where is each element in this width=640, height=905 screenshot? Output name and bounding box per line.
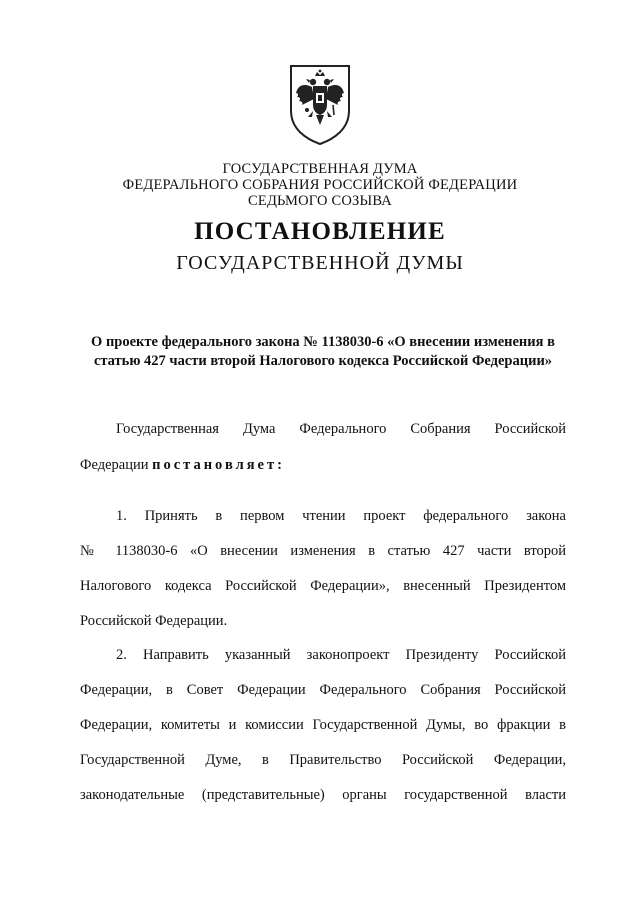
item-2-line-1: 2. Направить указанный законопроект Президенту Российской [116,647,566,663]
item-1-paragraph [80,508,566,638]
item-2-line-5: законодательные (представительные) органы государственной власти [80,787,566,803]
header-line-2: ФЕДЕРАЛЬНОГО СОБРАНИЯ РОССИЙСКОЙ ФЕДЕРАЦИИ [122,177,518,193]
item-1-line-3: Налогового кодекса Российской Федерации», внесенный Президентом [80,578,566,594]
preamble-verb: постановляет: [152,457,285,473]
item-2-line-3: Федерации, комитеты и комиссии Государственной Думы, во фракции в [80,717,566,733]
item-2-line-4: Государственной Думе, в Правительство Российской Федерации, [80,752,566,768]
document-title: ПОСТАНОВЛЕНИЕ [194,218,446,245]
preamble-paragraph [80,421,566,481]
coat-of-arms-icon [288,63,352,147]
preamble-prefix: Федерации [80,457,153,473]
preamble-line-2 [80,457,566,474]
item-1-line-2: № 1138030-6 «О внесении изменения в статью 427 части второй [80,543,566,559]
resolution-subject [78,333,568,371]
item-2-line-2: Федерации, в Совет Федерации Федерального Собрания Российской [80,682,566,698]
item-1-line-4: Российской Федерации. [80,613,228,629]
item-1-line-1: 1. Принять в первом чтении проект федерального закона [116,508,566,524]
header-line-3: СЕДЬМОГО СОЗЫВА [248,193,392,209]
document-subtitle: ГОСУДАРСТВЕННОЙ ДУМЫ [176,252,464,274]
item-2-paragraph [80,647,566,817]
header-line-1: ГОСУДАРСТВЕННАЯ ДУМА [222,161,418,177]
subject-line-1: О проекте федерального закона № 1138030-6 «О внесении изменения в [91,334,555,350]
preamble-line-1: Государственная Дума Федерального Собрания Российской [116,421,566,437]
subject-line-2: статью 427 части второй Налогового кодекса Российской Федерации» [93,353,553,369]
